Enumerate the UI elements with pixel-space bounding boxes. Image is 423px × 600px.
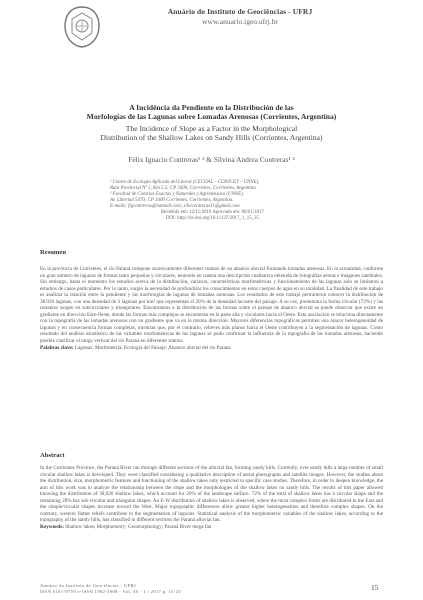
title-line: The Incidence of Slope as a Factor in the Morphological — [125, 124, 298, 133]
page-number: 15 — [371, 583, 379, 592]
footer-citation — [40, 583, 181, 595]
title-line: A Incidência da Pendiente en la Distribución de las — [129, 103, 294, 112]
title-line: Morfologías de las Lagunas sobre Lomadas Arenosas (Corrientes, Argentina) — [86, 112, 337, 122]
keywords: Shallow lakes; Morphometry; Geomorphology; Paraná River mega fan — [64, 523, 212, 530]
article-title-english — [30, 124, 393, 143]
footer-issn: ISSN 0101-9759 e-ISSN 1982-3908 - Vol. 40 - 1 / 2017 p. 15-25 — [40, 589, 181, 594]
affiliation-line: ² Facultad de Ciencias Exactas y Naturales y Agrimensura (UNNE), — [110, 192, 244, 197]
title-line: Distribution of the Shallow Lakes on Sandy Hills (Corrientes, Argentina) — [100, 133, 323, 143]
palabras-clave: Lagunas; Morfometría; Ecología del Paisaje; Abanico aluvial del río Paraná — [73, 344, 231, 351]
doi-link[interactable]: DOI: http://dx.doi.org/10.11137/2017_1_15_25 — [165, 216, 259, 221]
abstract-heading: Abstract — [40, 452, 65, 459]
keywords-label: Keywords: — [40, 523, 64, 530]
journal-url[interactable]: www.anuario.igeo.ufrj.br — [202, 17, 278, 26]
authors: Félix Ignacio Contreras¹ ² & Silvina Andrea Contreras¹ ² — [128, 155, 295, 164]
abstract-body — [40, 465, 383, 530]
abstract-text: In the Corrientes Province, the Paraná River ran through different sections of the alluvial fan, forming sandy hills. Currently, over sandy hills a large number of small circular shallow lakes is developed. They were classified considering a qualitative description of aerial photographs and satellite images. However, the studies about the distribution, size, morphometric features and functioning of the shallow lakes only restricted to specific case studies. Therefore, in order to deepen knowledge, the aim of this work was to analyze the relationship between the slope and the morphologies of the shallow lakes on sandy hills. The results of this paper allowed knowing the distribution of 38,926 shallow lakes, which account for 20% of the landscape surface. 72% of the total of shallow lakes has a circular shape and the remaining 28% has sub-circular and triangular shapes. An E-W distribution of shallow lakes is observed, where the most complex forms are distributed in the East and the simple/circular shapes increase toward the West. Major topographic differences allow greater higher heterogeneities and therefore complex shapes. On the contrary, western flatter reliefs contribute to the segmentation of lagoons. Statistical analysis of the morphometric variables of the shallow lakes, according to the topography of the sandy hills, has classified in different sections the Paraná alluvial fan. — [40, 465, 383, 524]
affiliations — [110, 180, 315, 222]
resumen-text: En la provincia de Corrientes, el río Paraná compone sucesivamente diferentes tramos de un abanico aluvial formando lomadas arenosas. En la actualidad, conforme un gran número de lagunas de formas tanto pequeñas y circulares, teniendo en cuenta una descripción cualitativa obtenida de fotografías aéreas e imágenes satelitales. Sin embargo, hasta el momento los estudios acerca de la distribución, variaron, características morfométricas y funcionamiento de las lagunas solo se limitaron a estudios de casos particulares. Por lo tanto, surgió la necesidad de profundizar los conocimientos en estos cuerpos de agua en su totalidad. La finalidad de este trabajo es analizar la relación entre la pendiente y las morfologías de lagunas de lomadas arenosas. Los resultados de este trabajo permitieron conocer la distribución de 38.926 lagunas, con una densidad de 3 lagunas por km² que representan el 20% de la densidad lacustre del paisaje. A su vez, predomina la forma circular (72%) y las restantes surgen en subcirculares y triangulares. Encontramos a la distribución de las formas sobre el paisaje de abanico aluvial se puede observar que existe un gradiente en dirección Este-Oeste, donde las formas más complejas se encuentran en la parte alta y circulares hacia el Oeste. Esta asociación se relaciona directamente con la topografía de las lomadas arenosas con un gradiente que va en la misma dirección. Mayores diferencias topográficas permiten una mayor heterogeneidad de lagunas y en consecuencia formas complejas, mientras que, por el contrario, relieves más planos hacia el Oeste contribuyen a la segmentación de lagunas. Como resultado del análisis estadístico de las variables morfométricas de las lagunas se pudo confirmar la influencia de la topografía de las lomadas arenosas, haciendo posible clasificar el rango vertical del río Paraná en diferentes tramos. — [40, 266, 383, 345]
received-approved-dates: Recebido em: 12/11/2016 Aprovado em: 06/01/2017 — [161, 210, 264, 215]
article-title-original — [30, 103, 393, 122]
affiliation-line: Ruta Provincial Nº 5, Km 2,5; CP 3400, Corrientes, Corrientes, Argentina. — [110, 186, 257, 191]
affiliation-emails: E-mails: figcontreras@hotmail.com; silvicontreras11@gmail.com — [110, 204, 240, 209]
palabras-clave-label: Palabras clave: — [40, 344, 74, 351]
affiliation-line: Av. Libertad 5470; CP 3400 Corrientes, Corrientes, Argentina. — [110, 198, 234, 203]
resumen-body — [40, 266, 383, 351]
institute-logo-icon — [62, 5, 102, 49]
footer-journal: Anuário do Instituto de Geociências - UFRJ — [40, 583, 137, 588]
resumen-heading: Resumen — [40, 249, 67, 256]
journal-name: Anuário do Instituto de Geociências - UFRJ — [167, 7, 313, 16]
affiliation-line: ¹ Centro de Ecología Aplicada del Litoral (CECOAL – CONICET – UNNE), — [110, 180, 260, 185]
